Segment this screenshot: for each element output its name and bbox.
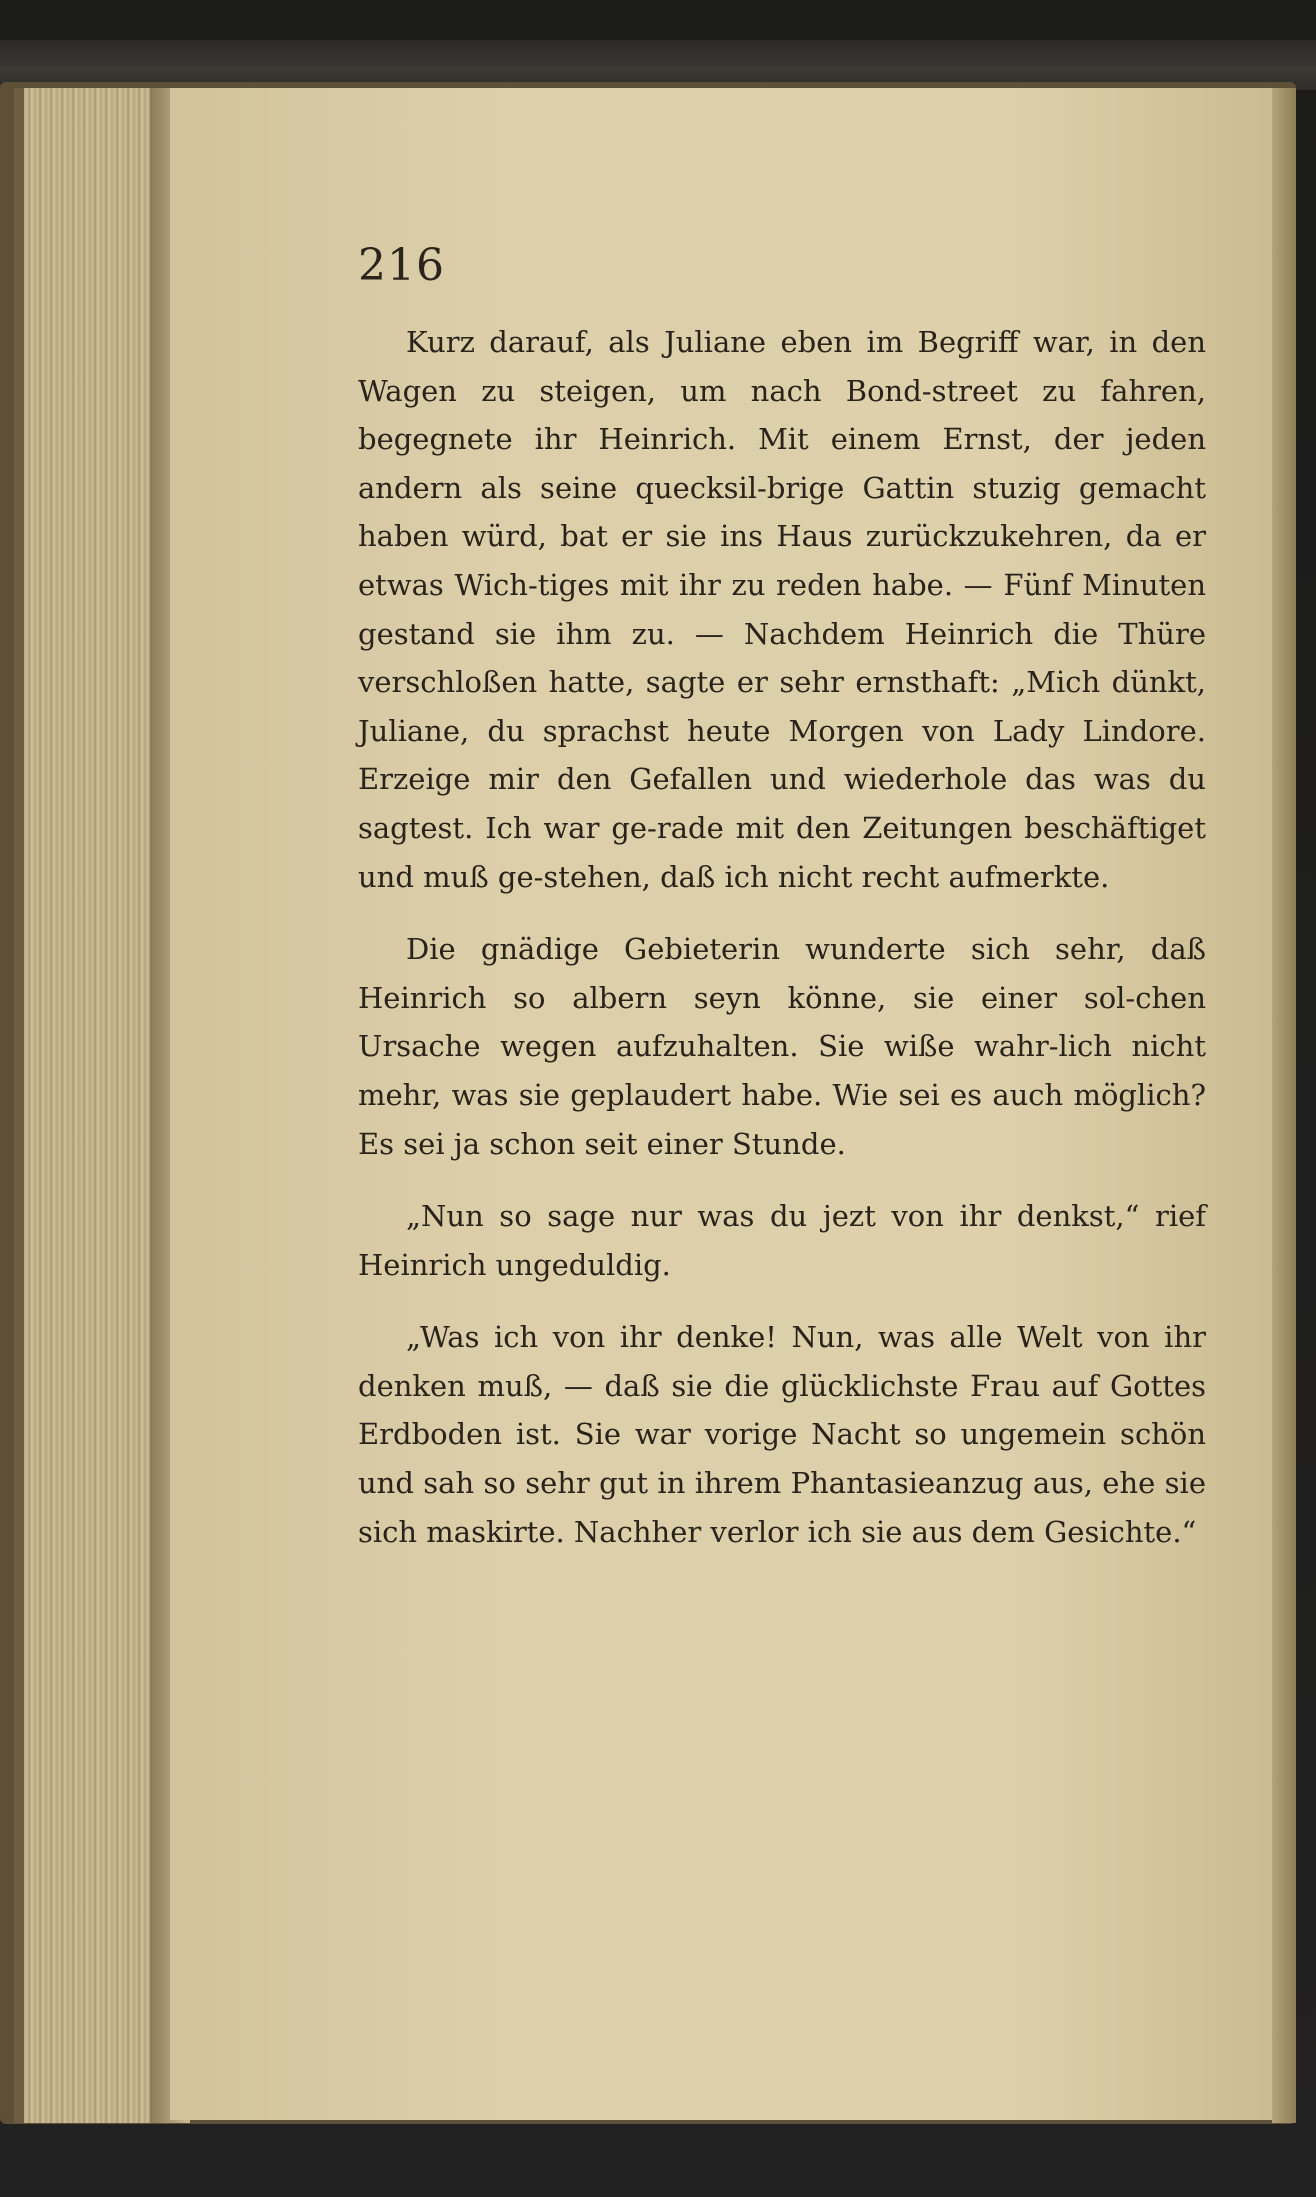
page-text (358, 318, 1206, 1580)
page-number: 216 (358, 240, 445, 291)
page-right-edge (1272, 88, 1296, 2123)
paragraph: „Nun so sage nur was du jezt von ihr denkst,“ rief Heinrich ungeduldig. (358, 1199, 1206, 1282)
paragraph: Kurz darauf, als Juliane eben im Begriff war, in den Wagen zu steigen, um nach Bond-street zu fahren, begegnete ihr Heinrich. Mit einem Ernst, der jeden andern als seine quecksil-brige Gattin stuzig gemacht haben würd, bat er sie ins Haus zurückzukehren, da er etwas Wich-tiges mit ihr zu reden habe. — Fünf Minuten gestand sie ihm zu. — Nachdem Heinrich die Thüre verschloßen hatte, sagte er sehr ernsthaft: „Mich dünkt, Juliane, du sprachst heute Morgen von Lady Lindore. Erzeige mir den Gefallen und wiederhole das was du sagtest. Ich war ge-rade mit den Zeitungen beschäftiget und muß ge-stehen, daß ich nicht recht aufmerkte. (358, 325, 1206, 894)
paragraph: „Was ich von ihr denke! Nun, was alle Welt von ihr denken muß, — daß sie die glücklichste Frau auf Gottes Erdboden ist. Sie war vorige Nacht so ungemein schön und sah so sehr gut in ihrem Phantasieanzug aus, ehe sie sich maskirte. Nachher verlor ich sie aus dem Gesichte.“ (358, 1320, 1206, 1549)
paragraph: Die gnädige Gebieterin wunderte sich sehr, daß Heinrich so albern seyn könne, sie einer sol-chen Ursache wegen aufzuhalten. Sie wiße wahr-lich nicht mehr, was sie geplaudert habe. Wie sei es auch möglich? Es sei ja schon seit einer Stunde. (358, 932, 1206, 1161)
